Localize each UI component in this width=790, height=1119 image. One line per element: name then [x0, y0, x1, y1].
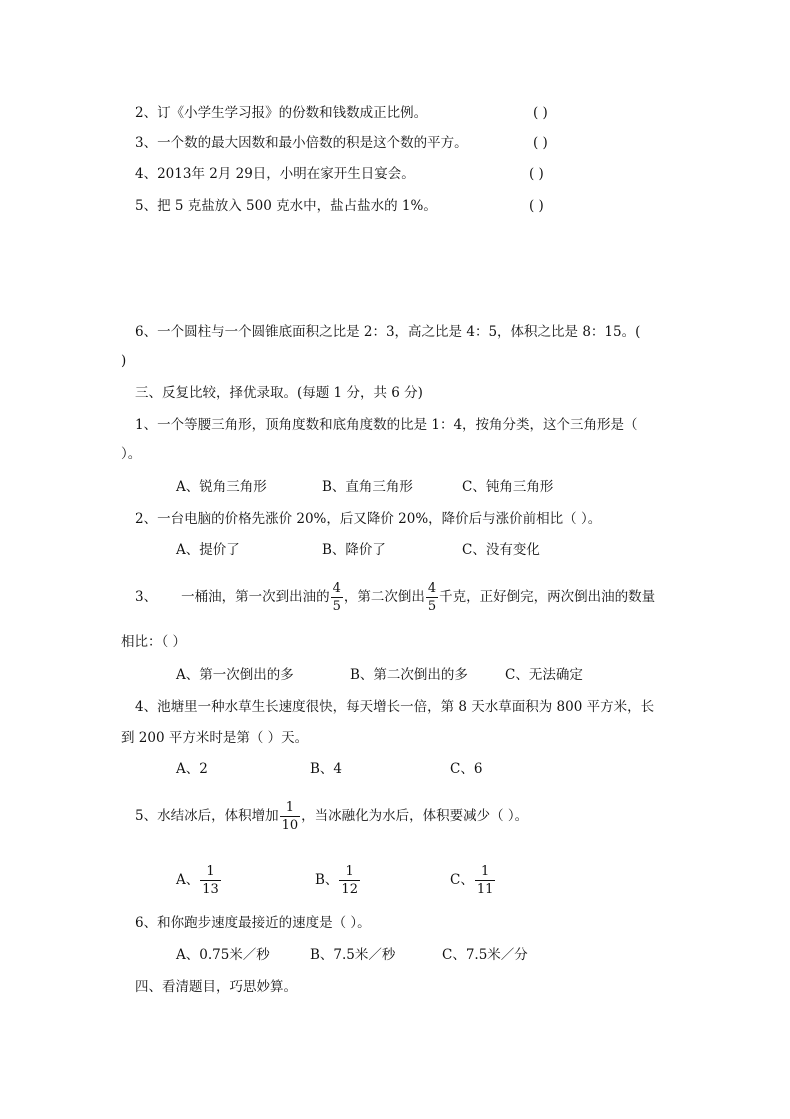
fraction-one-eleventh: $\frac{1}{11}$ [476, 864, 494, 897]
mc-q2-option-b[interactable]: B、降价了 [322, 542, 386, 558]
mc-q4-option-b[interactable]: B、4 [310, 761, 343, 777]
mc-q2: 2、一台电脑的价格先涨价 20%，后又降价 20%，降价后与涨价前相比（ ）。 [135, 511, 602, 527]
fraction-four-fifths-2: $\frac{4}{5}$ [427, 581, 437, 614]
mc-q3-option-b[interactable]: B、第二次倒出的多 [350, 667, 468, 683]
mc-q3-number: 3、 [135, 589, 158, 605]
mc-q5-part2: ，当冰融化为水后，体积要减少（ ）。 [301, 808, 529, 824]
mc-q4-option-a[interactable]: A、2 [176, 761, 208, 777]
mc-q3-option-c[interactable]: C、无法确定 [505, 667, 583, 683]
mc-q6: 6、和你跑步速度最接近的速度是（ ）。 [135, 915, 371, 931]
judge-q6-continuation: ) [121, 353, 127, 369]
mc-q3-continuation: 相比：（ ） [121, 634, 187, 650]
mc-q2-option-a[interactable]: A、提价了 [176, 542, 240, 558]
section-4-heading: 四、看清题目，巧思妙算。 [135, 979, 297, 995]
fraction-one-tenth: $\frac{1}{10}$ [281, 800, 299, 833]
judge-q5: 5、把 5 克盐放入 500 克水中，盐占盐水的 1%。 [135, 198, 437, 214]
fraction-one-twelfth: $\frac{1}{12}$ [341, 864, 358, 897]
mc-q3-part3: 千克，正好倒完，两次倒出油的数量 [439, 589, 656, 605]
mc-q5-option-c[interactable]: C、 $\frac{1}{11}$ [450, 864, 494, 897]
mc-q2-option-c[interactable]: C、没有变化 [462, 542, 540, 558]
mc-q6-option-b[interactable]: B、7.5米／秒 [310, 947, 396, 963]
judge-q4: 4、2013年 2月 29日，小明在家开生日宴会。 [135, 166, 415, 182]
mc-q3 [135, 577, 655, 617]
mc-q5-option-b[interactable]: B、 $\frac{1}{12}$ [315, 864, 358, 897]
judge-q6: 6、一个圆柱与一个圆锥底面积之比是 2：3，高之比是 4：5，体积之比是 8：15。( [135, 324, 641, 340]
mc-q1: 1、一个等腰三角形，顶角度数和底角度数的比是 1：4，按角分类，这个三角形是（ [135, 417, 638, 433]
section-3-heading: 三、反复比较，择优录取。(每题 1 分，共 6 分) [135, 385, 423, 401]
judge-q3-answer-blank[interactable]: ( ) [533, 135, 548, 151]
judge-q3: 3、一个数的最大因数和最小倍数的积是这个数的平方。 [135, 135, 468, 151]
mc-q1-continuation: ）。 [121, 446, 142, 462]
mc-q1-option-c[interactable]: C、钝角三角形 [462, 479, 554, 495]
fraction-four-fifths-1: $\frac{4}{5}$ [332, 581, 341, 614]
judge-q2-answer-blank[interactable]: ( ) [533, 105, 548, 121]
mc-q5-part1: 5、水结冰后，体积增加 [135, 808, 279, 824]
mc-q4: 4、池塘里一种水草生长速度很快，每天增长一倍，第 8 天水草面积为 800 平方米，长 [135, 699, 655, 715]
mc-q1-option-a[interactable]: A、锐角三角形 [176, 479, 267, 495]
mc-q3-option-a[interactable]: A、第一次倒出的多 [176, 667, 294, 683]
mc-q6-option-c[interactable]: C、7.5米／分 [442, 947, 528, 963]
judge-q5-answer-blank[interactable]: ( ) [529, 198, 544, 214]
mc-q4-option-c[interactable]: C、6 [450, 761, 483, 777]
mc-q4-continuation: 到 200 平方米时是第（ ）天。 [121, 730, 309, 746]
mc-q5-option-a[interactable]: A、 $\frac{1}{13}$ [176, 864, 219, 897]
judge-q4-answer-blank[interactable]: ( ) [529, 166, 544, 182]
mc-q6-option-a[interactable]: A、0.75米／秒 [176, 947, 270, 963]
judge-q2: 2、订《小学生学习报》的份数和钱数成正比例。 [135, 105, 428, 121]
fraction-one-thirteenth: $\frac{1}{13}$ [202, 864, 219, 897]
mc-q3-part1: 一桶油，第一次到出油的 [181, 589, 330, 605]
mc-q5 [135, 796, 528, 836]
mc-q3-part2: ，第二次倒出 [343, 589, 425, 605]
mc-q1-option-b[interactable]: B、直角三角形 [322, 479, 413, 495]
